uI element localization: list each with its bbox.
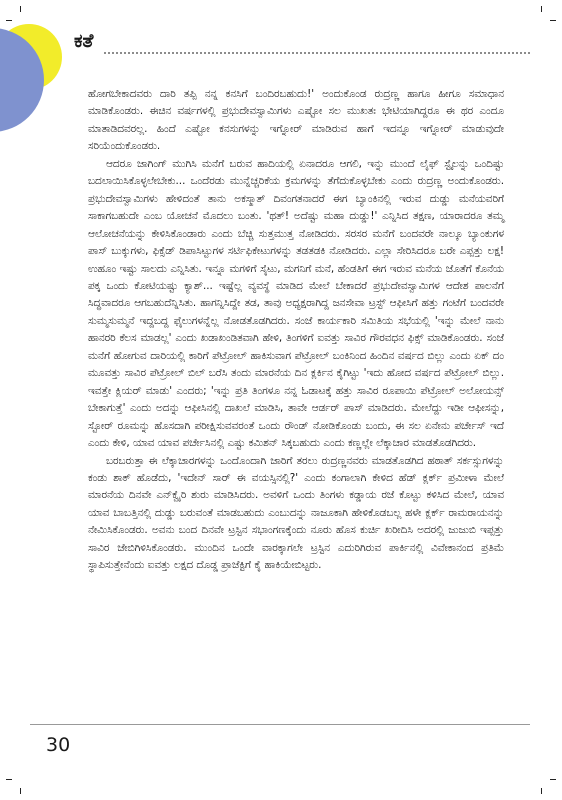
paragraph: ಬರಬರುತ್ತಾ ಈ ಲೆಕ್ಕಾಚಾರಗಳನ್ನು ಒಂದೊಂದಾಗಿ ಜಾರಿಗೆ ತರಲು ರುದ್ರಣ್ಣನವರು ಮಾಡತೊಡಗಿದ ಹಠಾತ್ ಸರ್ಕಸ್ಸುಗಳನ್ನು ಕಂಡು ಶಾಕ್ ಹೊಡೆದು, 'ಇದೇನ್ ಸಾರ್ ಈ ವಯಸ್ಸಿನಲ್ಲಿ?' ಎಂದು ಕಂಗಾಲಾಗಿ ಕೇಳಿದ ಹೆಡ್ ಕ್ಲರ್ಕ್ ಪ್ರಮೀಳಾ ಮೇಲೆ ಮಾರನೆಯ ದಿನವೇ ಎನ್‌ಕ್ವೈರಿ ಶುರು ಮಾಡಿಸಿದರು. ಅವಳಿಗೆ ಒಂದು ತಿಂಗಳು ಕಡ್ಡಾಯ ರಜೆ ಕೊಟ್ಟು ಕಳಿಸಿದ ಮೇಲೆ, ಯಾವ ಯಾವ ಬಾಬತ್ತಿನಲ್ಲಿ ದುಡ್ಡು ಬರುವಂತೆ ಮಾಡಬಹುದು ಎಂಬುದನ್ನು ನಾಜೂಕಾಗಿ ಹೇಳಿಕೊಡಬಲ್ಲ ಹಳೇ ಕ್ಲರ್ಕ್ ರಾಮರಾಯನನ್ನು ನೇಮಿಸಿಕೊಂಡರು. ಅವನು ಬಂದ ದಿನವೇ ಟ್ರಸ್ಟಿನ ಸಭಾಂಗಣಕ್ಕೆಂದು ನೂರು ಹೊಸ ಕುರ್ಚಿ ಖರೀದಿಸಿ ಅದರಲ್ಲಿ ಜುಜುಬಿ ಇಪ್ಪತ್ತು ಸಾವಿರ ಜೇಬಿಗಿಳಿಸಿಕೊಂಡರು. ಮುಂದಿನ ಒಂದೇ ವಾರಕ್ಕಾಗಲೇ ಟ್ರಸ್ಟಿನ ಎದುರಿಗಿರುವ ಪಾರ್ಕಿನಲ್ಲಿ ವಿವೇಕಾನಂದ ಪ್ರತಿಮೆ ಸ್ಥಾಪಿಸುತ್ತೇನೆಂದು ಐವತ್ತು ಲಕ್ಷದ ದೊಡ್ಡ ಪ್ರಾಜೆಕ್ಟಿಗೆ ಕೈ ಹಾಕಿಯೇಬಿಟ್ಟರು. <box>88 454 504 572</box>
crop-mark <box>550 779 556 780</box>
footer-divider <box>30 724 530 725</box>
crop-mark <box>550 20 556 21</box>
crop-mark <box>20 788 21 794</box>
paragraph: ಆದರೂ ಜಾಗಿಂಗ್ ಮುಗಿಸಿ ಮನೆಗೆ ಬರುವ ಹಾದಿಯಲ್ಲಿ ಏನಾದರೂ ಆಗಲಿ, ಇನ್ನು ಮುಂದೆ ಲೈಫ್ ಸ್ಟೈಲನ್ನು ಒಂದಿಷ್ಟು ಬದಲಾಯಿಸಿಕೊಳ್ಳಲೇಬೇಕು... ಒಂದೆರಡು ಮುನ್ನೆಚ್ಚರಿಕೆಯ ಕ್ರಮಗಳನ್ನು ತೆಗೆದುಕೊಳ್ಳಬೇಕು ಎಂದು ರುದ್ರಣ್ಣ ಅಂದುಕೊಂಡರು. ಪ್ರಭುದೇವಸ್ವಾಮಿಗಳು ಹೇಳಿದಂತೆ ತಾನು ಅಕಸ್ಮಾತ್ ದಿವಂಗತನಾದರೆ ಈಗ ಬ್ಯಾಂಕಿನಲ್ಲಿ ಇರುವ ದುಡ್ಡು ಮನೆಯವರಿಗೆ ಸಾಕಾಗಬಹುದೇ ಎಂಬ ಯೋಚನೆ ಮೊದಲು ಬಂತು. 'ಥತ್! ಅದೆಷ್ಟು ಮಹಾ ದುಡ್ಡು!' ಎನ್ನಿಸಿದ ತಕ್ಷಣ, ಯಾರಾದರೂ ತಮ್ಮ ಆಲೋಚನೆಯನ್ನು ಕೇಳಿಸಿಕೊಂಡಾರು ಎಂದು ಬೆಚ್ಚಿ ಸುತ್ತಮುತ್ತ ನೋಡಿದರು. ಸರಸರ ಮನೆಗೆ ಬಂದವರೇ ನಾಲ್ಕೂ ಬ್ಯಾಂಕುಗಳ ಪಾಸ್ ಬುಕ್ಕುಗಳು, ಫಿಕ್ಸೆಡ್ ಡಿಪಾಸಿಟ್ಟುಗಳ ಸರ್ಟಿಫಿಕೇಟುಗಳನ್ನು ತಡತಡಕಿ ನೋಡಿದರು. ಎಲ್ಲಾ ಸೇರಿಸಿದರೂ ಬರೇ ಎಪ್ಪತ್ತು ಲಕ್ಷ! ಉಹೂಂ ಇಷ್ಟು ಸಾಲದು ಎನ್ನಿಸಿತು. ಇನ್ನೂ ಮಗಳಿಗೆ ಸೈಟು, ಮಗನಿಗೆ ಮನೆ, ಹೆಂಡತಿಗೆ ಈಗ ಇರುವ ಮನೆಯ ಜೊತೆಗೆ ಕೊನೆಯ ಪಕ್ಕ ಒಂದು ಕೋಟಿಯಷ್ಟು ಕ್ಯಾಶ್... ಇಷ್ಟೆಲ್ಲ ವ್ಯವಸ್ಥೆ ಮಾಡಿದ ಮೇಲೆ ಬೇಕಾದರೆ ಪ್ರಭುದೇವಸ್ವಾಮಿಗಳ ಆದೇಶ ಪಾಲನೆಗೆ ಸಿದ್ಧವಾದರೂ ಆಗಬಹುದೆನ್ನಿಸಿತು. ಹಾಗನ್ನಿಸಿದ್ದೇ ತಡ, ತಾವು ಅಧ್ಯಕ್ಷರಾಗಿದ್ದ ಜನಸೇವಾ ಟ್ರಸ್ಟ್ ಆಫೀಸಿಗೆ ಹತ್ತು ಗಂಟೆಗೆ ಬಂದವರೇ ಸುಮ್ಮಸುಮ್ಮನೆ ಇದ್ದಬದ್ದ ಫೈಲುಗಳನ್ನೆಲ್ಲ ನೋಡತೊಡಗಿದರು. ಸಂಜೆ ಕಾರ್ಯಕಾರಿ ಸಮಿತಿಯ ಸಭೆಯಲ್ಲಿ 'ಇನ್ನು ಮೇಲೆ ನಾನು ಹಾನರರಿ ಕೆಲಸ ಮಾಡಲ್ಲ' ಎಂದು ಖಡಾಖಂಡಿತವಾಗಿ ಹೇಳಿ, ತಿಂಗಳಿಗೆ ಐವತ್ತು ಸಾವಿರ ಗೌರವಧನ ಫಿಕ್ಸ್ ಮಾಡಿಕೊಂಡರು. ಸಂಜೆ ಮನೆಗೆ ಹೋಗುವ ದಾರಿಯಲ್ಲಿ ಕಾರಿಗೆ ಪೆಟ್ರೋಲ್ ಹಾಕಿಸುವಾಗ ಪೆಟ್ರೋಲ್ ಬಂಕಿನಿಂದ ಹಿಂದಿನ ವರ್ಷದ ಬಿಲ್ಲು ಎಂದು ಏಕ್ ದಂ ಮೂವತ್ತು ಸಾವಿರ ಪೆಟ್ರೋಲ್ ಬಿಲ್ ಬರೆಸಿ ತಂದು ಮಾರನೆಯ ದಿನ ಕ್ಲರ್ಕಿನ ಕೈಗಿಟ್ಟು 'ಇದು ಹೋದ ವರ್ಷದ ಪೆಟ್ರೋಲ್ ಬಿಲ್ಲು. ಇವತ್ತೇ ಕ್ಲಿಯರ್ ಮಾಡು' ಎಂದರು; 'ಇನ್ನು ಪ್ರತಿ ತಿಂಗಳೂ ನನ್ನ ಓಡಾಟಕ್ಕೆ ಹತ್ತು ಸಾವಿರ ರೂಪಾಯಿ ಪೆಟ್ರೋಲ್ ಅಲೋಯನ್ಸ್ ಬೇಕಾಗುತ್ತೆ' ಎಂದು ಅದನ್ನು ಆಫೀಸಿನಲ್ಲಿ ದಾಖಲೆ ಮಾಡಿಸಿ, ತಾವೇ ಆರ್ಡರ್ ಪಾಸ್ ಮಾಡಿದರು. ಮೇಲೆದ್ದು ಇಡೀ ಆಫೀಸನ್ನು, ಸ್ಟೋರ್ ರೂಮನ್ನು ಹೊಸದಾಗಿ ಪರೀಕ್ಷಿಸುವವರಂತೆ ಒಂದು ರೌಂಡ್ ನೋಡಿಕೊಂಡು ಬಂದು, ಈ ಸಲ ಏನೇನು ಪರ್ಚೇಸ್ ಇದೆ ಎಂದು ಕೇಳಿ, ಯಾವ ಯಾವ ಪರ್ಚೇಸಿನಲ್ಲಿ ಎಷ್ಟು ಕಮಿಶನ್ ಸಿಕ್ಕಬಹುದು ಎಂದು ಕಣ್ಣಲ್ಲೇ ಲೆಕ್ಕಾಚಾರ ಮಾಡತೊಡಗಿದರು. <box>88 157 504 450</box>
crop-mark <box>541 6 542 12</box>
crop-mark <box>6 779 12 780</box>
crop-mark <box>541 788 542 794</box>
crop-mark <box>20 6 21 12</box>
crop-mark <box>6 20 12 21</box>
story-body <box>88 86 504 575</box>
paragraph: ಹೋಗಬೇಕಾದವರು ದಾರಿ ತಪ್ಪಿ ನನ್ನ ಕನಸಿಗೆ ಬಂದಿರಬಹುದು!' ಅಂದುಕೊಂಡ ರುದ್ರಣ್ಣ ಹಾಗೂ ಹೀಗೂ ಸಮಾಧಾನ ಮಾಡಿಕೊಂಡರು. ಈಚಿನ ವರ್ಷಗಳಲ್ಲಿ ಪ್ರಭುದೇವಸ್ವಾಮಿಗಳು ಎಷ್ಟೋ ಸಲ ಮುಖತಃ ಭೇಟಿಯಾಗಿದ್ದರೂ ಈ ಥರ ಎಂದೂ ಮಾತಾಡಿದವರಲ್ಲ. ಹಿಂದೆ ಎಷ್ಟೋ ಕನಸುಗಳನ್ನು ಇಗ್ನೋರ್ ಮಾಡಿರುವ ಹಾಗೆ ಇದನ್ನೂ ಇಗ್ನೋರ್ ಮಾಡುವುದೇ ಸರಿಯೆಂದುಕೊಂಡರು. <box>88 88 504 153</box>
page-number: 30 <box>46 734 71 756</box>
header-dotted-divider <box>104 52 530 54</box>
section-title: ಕತೆ <box>74 30 94 52</box>
